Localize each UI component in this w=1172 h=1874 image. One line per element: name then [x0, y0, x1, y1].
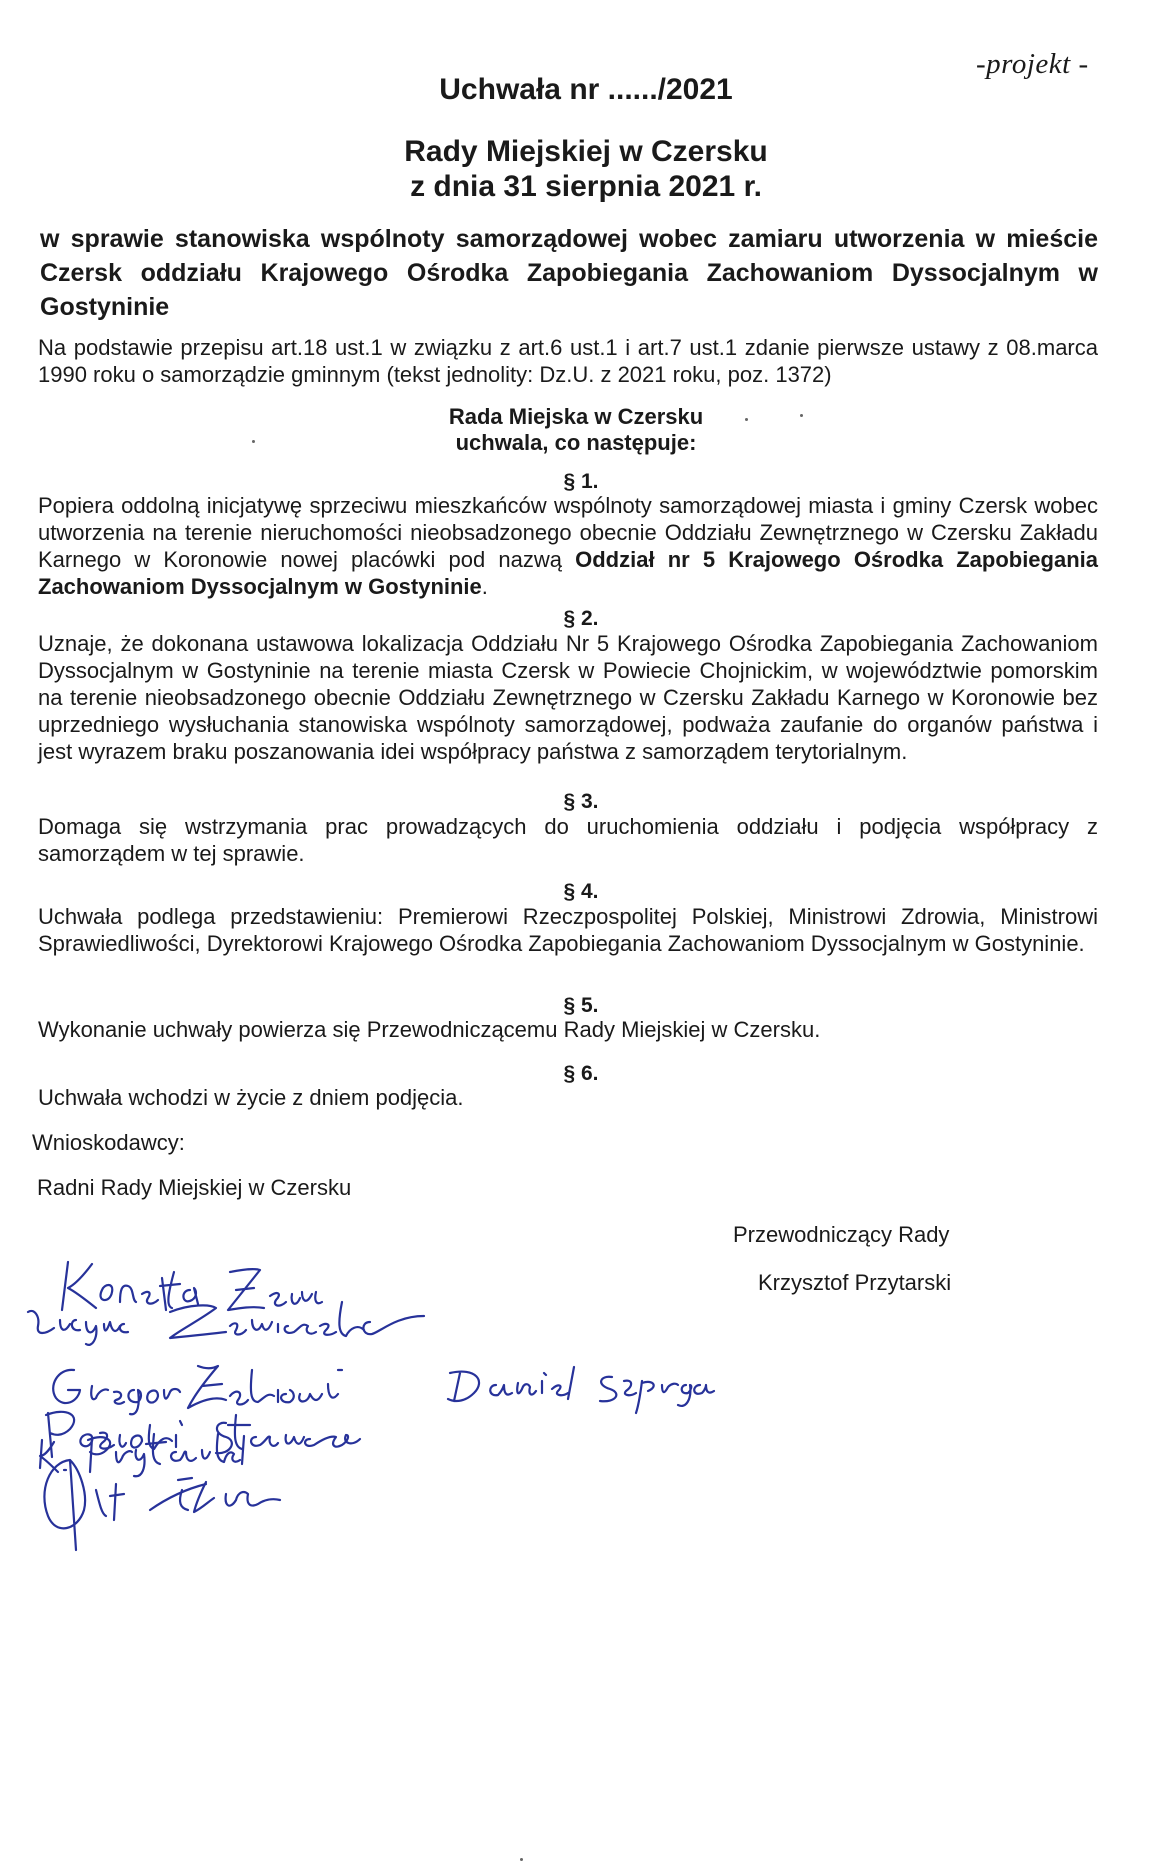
- section-text-end: .: [481, 574, 488, 599]
- section-body: [38, 492, 1098, 600]
- section-body: Wykonanie uchwały powierza się Przewodniczącemu Rady Miejskiej w Czersku.: [38, 1017, 821, 1042]
- legal-basis: Na podstawie przepisu art.18 ust.1 w związku z art.6 ust.1 i art.7 ust.1 zdanie pierwsze ustawy z 08.marca 1990 roku o samorządzie gminnym (tekst jednolity: Dz.U. z 2021 roku, poz. 1372): [38, 335, 1098, 387]
- section-heading: § 6.: [563, 1062, 599, 1085]
- section-body: Domaga się wstrzymania prac prowadzących do uruchomienia oddziału i podjęcia współpracy z samorządem w tej sprawie.: [38, 814, 1098, 866]
- section-heading: § 1.: [563, 470, 599, 493]
- section-heading: § 3.: [563, 790, 599, 813]
- section-heading: § 2.: [563, 607, 599, 630]
- proposers-label: Wnioskodawcy:: [32, 1130, 185, 1155]
- council-name: Rady Miejskiej w Czersku: [404, 135, 768, 168]
- scan-speck: [800, 414, 803, 417]
- section-body: Uchwała wchodzi w życie z dniem podjęcia.: [38, 1085, 464, 1110]
- resolution-date: z dnia 31 sierpnia 2021 r.: [410, 170, 762, 203]
- section-heading: § 4.: [563, 880, 599, 903]
- scan-speck: [745, 418, 748, 421]
- chairman-title: Przewodniczący Rady: [733, 1222, 950, 1247]
- signature-szprega: [440, 1355, 710, 1415]
- section-text-bold: Oddział nr 5 Krajowego Ośrodka Zapobiegania Zachowaniom Dyssocjalnym w Gostyninie: [38, 547, 1099, 599]
- resolution-title: Uchwała nr ....../2021: [439, 73, 733, 106]
- section-heading: § 5.: [563, 994, 599, 1017]
- council-heading: Rada Miejska w Czersku: [448, 404, 704, 429]
- signature-zawiszewska: [20, 1282, 440, 1352]
- council-resolves: uchwala, co następuje:: [455, 430, 697, 455]
- scan-speck: [252, 440, 255, 443]
- draft-label: -projekt -: [976, 48, 1089, 80]
- resolution-subject: w sprawie stanowiska wspólnoty samorządowej wobec zamiaru utworzenia w mieście Czersk oddziału Krajowego Ośrodka Zapobiegania Zachowaniom Dyssocjalnym w Gostyninie: [40, 225, 1098, 321]
- signature-flourish: [30, 1450, 300, 1560]
- proposers-group: Radni Rady Miejskiej w Czersku: [37, 1175, 352, 1200]
- section-text: Popiera oddolną inicjatywę sprzeciwu mieszkańców wspólnoty samorządowej miasta i gminy Czersk wobec utworzenia na terenie nieruchomości nieobsadzonego obecnie Oddziału Zewnętrznego w Czersku Zakładu Karnego w Koronowie nowej placówki pod nazwą: [38, 493, 1098, 572]
- section-body: Uznaje, że dokonana ustawowa lokalizacja Oddziału Nr 5 Krajowego Ośrodka Zapobiegania Zachowaniom Dyssocjalnym w Gostyninie na terenie miasta Czersk w Powiecie Chojnickim, w województwie pomorskim na terenie nieobsadzonego obecnie Oddziału Zewnętrznego w Czersku Zakładu Karnego w Koronowie bez uprzedniego wysłuchania stanowiska wspólnoty samorządowej, podważa zaufanie do organów państwa i jest wyrazem braku poszanowania idei współpracy państwa z samorządem terytorialnym.: [38, 631, 1098, 764]
- chairman-name: Krzysztof Przytarski: [758, 1270, 952, 1295]
- section-body: Uchwała podlega przedstawieniu: Premierowi Rzeczpospolitej Polskiej, Ministrowi Zdrowia, Ministrowi Sprawiedliwości, Dyrektorowi Krajowego Ośrodka Zapobiegania Zachowaniom Dyssocjalnym w Gostyninie.: [38, 904, 1098, 956]
- scan-speck: [520, 1858, 523, 1861]
